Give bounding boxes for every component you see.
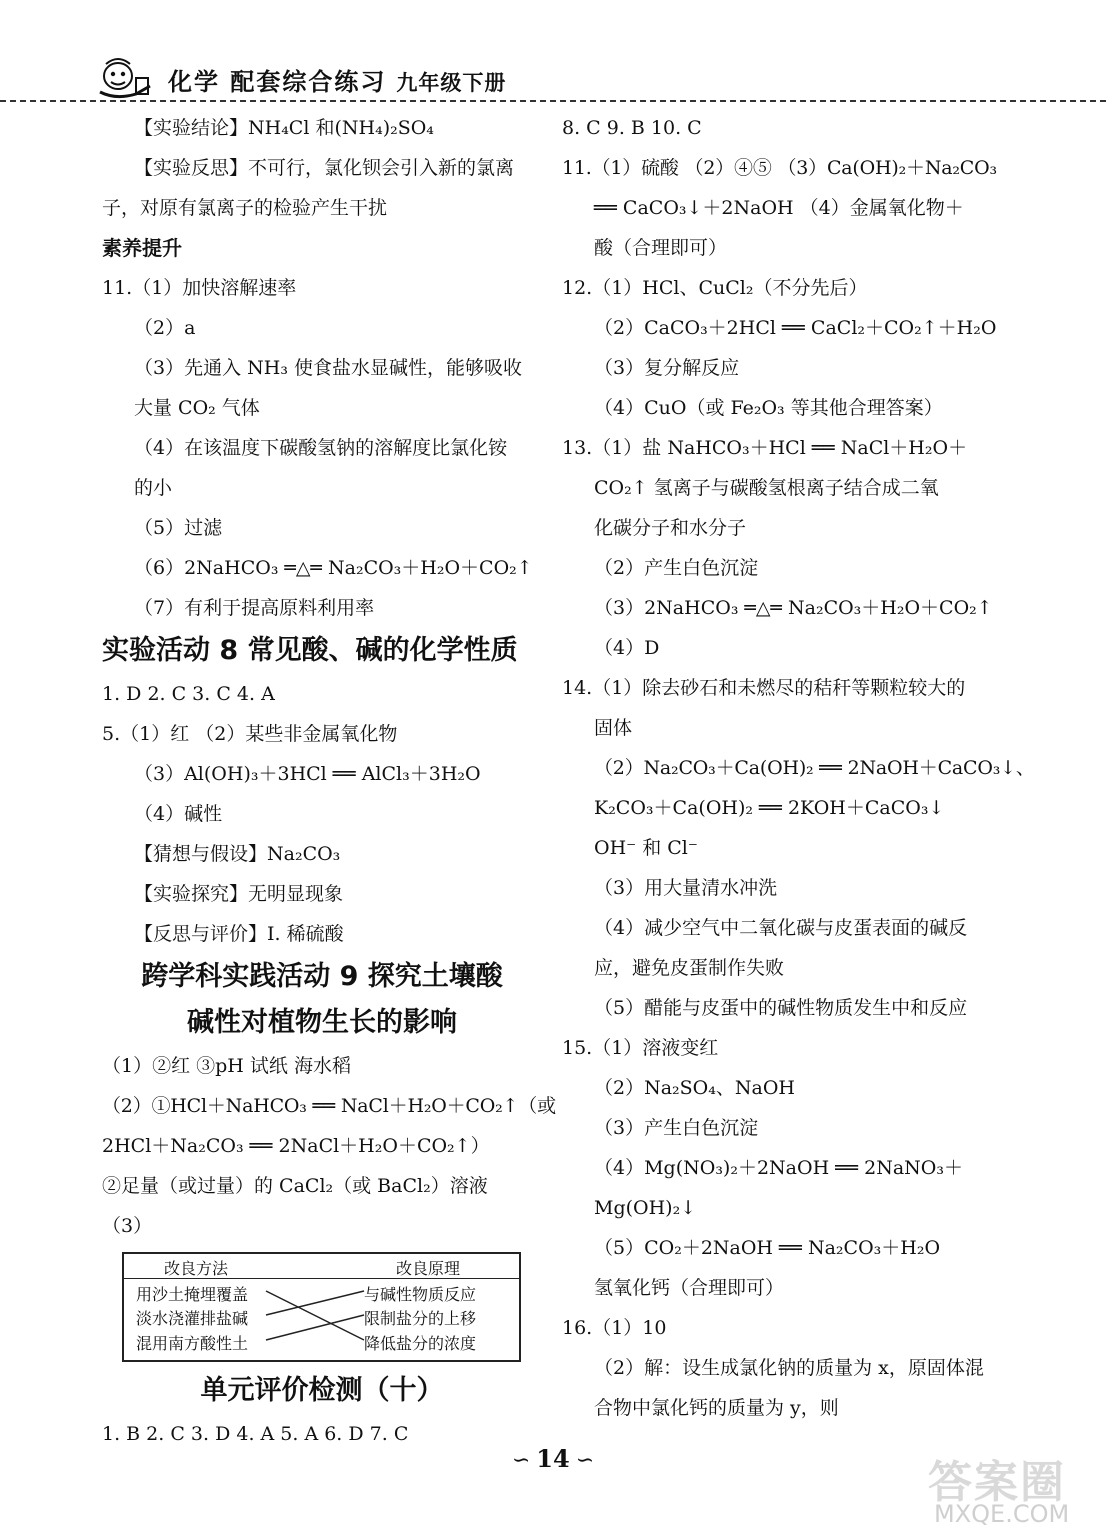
answer-line: K₂CO₃＋Ca(OH)₂ ══ 2KOH＋CaCO₃↓	[594, 797, 945, 819]
section-heading: 素养提升	[102, 236, 182, 260]
answer-line: 【反思与评价】Ⅰ. 稀硫酸	[134, 923, 344, 945]
match-line	[266, 1291, 364, 1340]
table-header-principle: 改良原理	[396, 1259, 461, 1278]
matching-table-frame	[122, 1252, 521, 1362]
answer-line: （2）Na₂SO₄、NaOH	[594, 1077, 795, 1099]
answer-line: （2）Na₂CO₃＋Ca(OH)₂ ══ 2NaOH＋CaCO₃↓、	[594, 757, 1035, 779]
answer-line: 的小	[134, 477, 173, 499]
answer-line: （4）Mg(NO₃)₂＋2NaOH ══ 2NaNO₃＋	[594, 1157, 963, 1179]
answer-line: 11.（1）加快溶解速率	[102, 277, 297, 299]
table-header-method: 改良方法	[164, 1259, 229, 1278]
answer-line: 【实验反思】不可行，氯化钡会引入新的氯离	[134, 157, 515, 179]
book-title: 化学 配套综合练习	[168, 67, 387, 96]
activity-heading: 实验活动 8 常见酸、碱的化学性质	[102, 635, 518, 666]
answer-line: （4）减少空气中二氧化碳与皮蛋表面的碱反	[594, 917, 968, 939]
wave-ornament-icon: ∽	[511, 1448, 531, 1473]
page-header	[0, 0, 1106, 108]
answer-line: （3）先通入 NH₃ 使食盐水显碱性，能够吸收	[134, 357, 522, 379]
header-title	[168, 62, 506, 97]
answer-line: Mg(OH)₂↓	[594, 1197, 697, 1219]
answer-line: （2）CaCO₃＋2HCl ══ CaCl₂＋CO₂↑＋H₂O	[594, 317, 997, 339]
answer-line: 1. D 2. C 3. C 4. A	[102, 683, 275, 705]
answer-line: 固体	[594, 717, 633, 739]
left-column	[102, 108, 556, 1454]
answer-line: （3）Al(OH)₃＋3HCl ══ AlCl₃＋3H₂O	[134, 763, 481, 785]
answer-line: （2）a	[134, 317, 196, 339]
answer-line: （7）有利于提高原料利用率	[134, 597, 375, 619]
answer-line: 【实验结论】NH₄Cl 和(NH₄)₂SO₄	[134, 117, 434, 139]
answer-line: ②足量（或过量）的 CaCl₂（或 BaCl₂）溶液	[102, 1175, 488, 1197]
wave-ornament-icon: ∽	[575, 1448, 595, 1473]
answer-line: 15.（1）溶液变红	[562, 1037, 719, 1059]
method-item: 混用南方酸性土	[136, 1334, 249, 1353]
answer-line: （3）	[102, 1215, 153, 1237]
answer-line: （2）①HCl＋NaHCO₃ ══ NaCl＋H₂O＋CO₂↑（或	[102, 1095, 556, 1117]
answer-line: 子，对原有氯离子的检验产生干扰	[102, 197, 388, 219]
answer-line: 16.（1）10	[562, 1317, 667, 1339]
answer-line: 14.（1）除去砂石和未燃尽的秸秆等颗粒较大的	[562, 677, 966, 699]
answer-line: （1）②红 ③pH 试纸 海水稻	[102, 1055, 351, 1077]
answer-line: ══ CaCO₃↓＋2NaOH （4）金属氧化物＋	[594, 197, 964, 219]
watermark-text: 答案圈	[928, 1457, 1066, 1508]
activity-heading: 碱性对植物生长的影响	[187, 1007, 457, 1038]
answer-line: 2HCl＋Na₂CO₃ ══ 2NaCl＋H₂O＋CO₂↑）	[102, 1135, 490, 1157]
answer-line: 12.（1）HCl、CuCl₂（不分先后）	[562, 277, 868, 299]
answer-line: （4）D	[594, 637, 660, 659]
match-line	[266, 1291, 364, 1315]
answer-line: （3）产生白色沉淀	[594, 1117, 759, 1139]
answer-line: 氢氧化钙（合理即可）	[594, 1277, 785, 1299]
principle-item: 限制盐分的上移	[364, 1309, 477, 1328]
answer-line: （6）2NaHCO₃ ═△═ Na₂CO₃＋H₂O＋CO₂↑	[134, 557, 533, 579]
answer-line: （4）碱性	[134, 803, 223, 825]
header-divider	[0, 100, 1106, 102]
mascot-logo-icon	[96, 56, 154, 102]
answer-line: （5）醋能与皮蛋中的碱性物质发生中和反应	[594, 997, 968, 1019]
answer-line: 1. B 2. C 3. D 4. A 5. A 6. D 7. C	[102, 1423, 409, 1445]
answer-line: 合物中氯化钙的质量为 y，则	[594, 1397, 839, 1419]
method-item: 淡水浇灌排盐碱	[136, 1309, 249, 1328]
match-line	[266, 1315, 364, 1340]
method-item: 用沙土掩埋覆盖	[136, 1285, 249, 1304]
watermark-site: MXQE.COM	[934, 1500, 1070, 1528]
page-number-value: 14	[536, 1444, 570, 1473]
activity-heading: 跨学科实践活动 9 探究土壤酸	[141, 961, 503, 992]
answer-line: 【实验探究】无明显现象	[134, 883, 344, 905]
answer-line: 大量 CO₂ 气体	[134, 397, 260, 419]
principle-item: 降低盐分的浓度	[364, 1334, 477, 1353]
principle-item: 与碱性物质反应	[364, 1285, 477, 1304]
matching-table	[122, 1252, 519, 1362]
answer-line: （3）2NaHCO₃ ═△═ Na₂CO₃＋H₂O＋CO₂↑	[594, 597, 993, 619]
answer-line: 5.（1）红 （2）某些非金属氧化物	[102, 723, 398, 745]
answer-line: 8. C 9. B 10. C	[562, 117, 702, 139]
answer-line: CO₂↑ 氢离子与碳酸氢根离子结合成二氧	[594, 477, 939, 499]
matching-lines	[124, 1254, 519, 1360]
answer-line: 【猜想与假设】Na₂CO₃	[134, 843, 341, 865]
answer-line: （2）解：设生成氯化钠的质量为 x，原固体混	[594, 1357, 984, 1379]
answer-line: 酸（合理即可）	[594, 237, 728, 259]
book-subtitle: 九年级下册	[396, 70, 507, 95]
answer-line: （2）产生白色沉淀	[594, 557, 759, 579]
answer-line: （3）用大量清水冲洗	[594, 877, 778, 899]
right-column	[562, 108, 1035, 1428]
answer-line: （5）过滤	[134, 517, 223, 539]
answer-line: OH⁻ 和 Cl⁻	[594, 837, 698, 859]
answer-line: （5）CO₂＋2NaOH ══ Na₂CO₃＋H₂O	[594, 1237, 941, 1259]
answer-line: 11.（1）硫酸 （2）④⑤ （3）Ca(OH)₂＋Na₂CO₃	[562, 157, 997, 179]
answer-line: 化碳分子和水分子	[594, 517, 747, 539]
answer-line: （4）在该温度下碳酸氢钠的溶解度比氯化铵	[134, 437, 508, 459]
answer-line: （3）复分解反应	[594, 357, 740, 379]
answer-line: 13.（1）盐 NaHCO₃＋HCl ══ NaCl＋H₂O＋	[562, 437, 968, 459]
answer-line: 应，避免皮蛋制作失败	[594, 957, 785, 979]
watermark-logo	[928, 1446, 1104, 1534]
answer-line: （4）CuO（或 Fe₂O₃ 等其他合理答案）	[594, 397, 943, 419]
unit-test-heading: 单元评价检测（十）	[200, 1375, 444, 1406]
